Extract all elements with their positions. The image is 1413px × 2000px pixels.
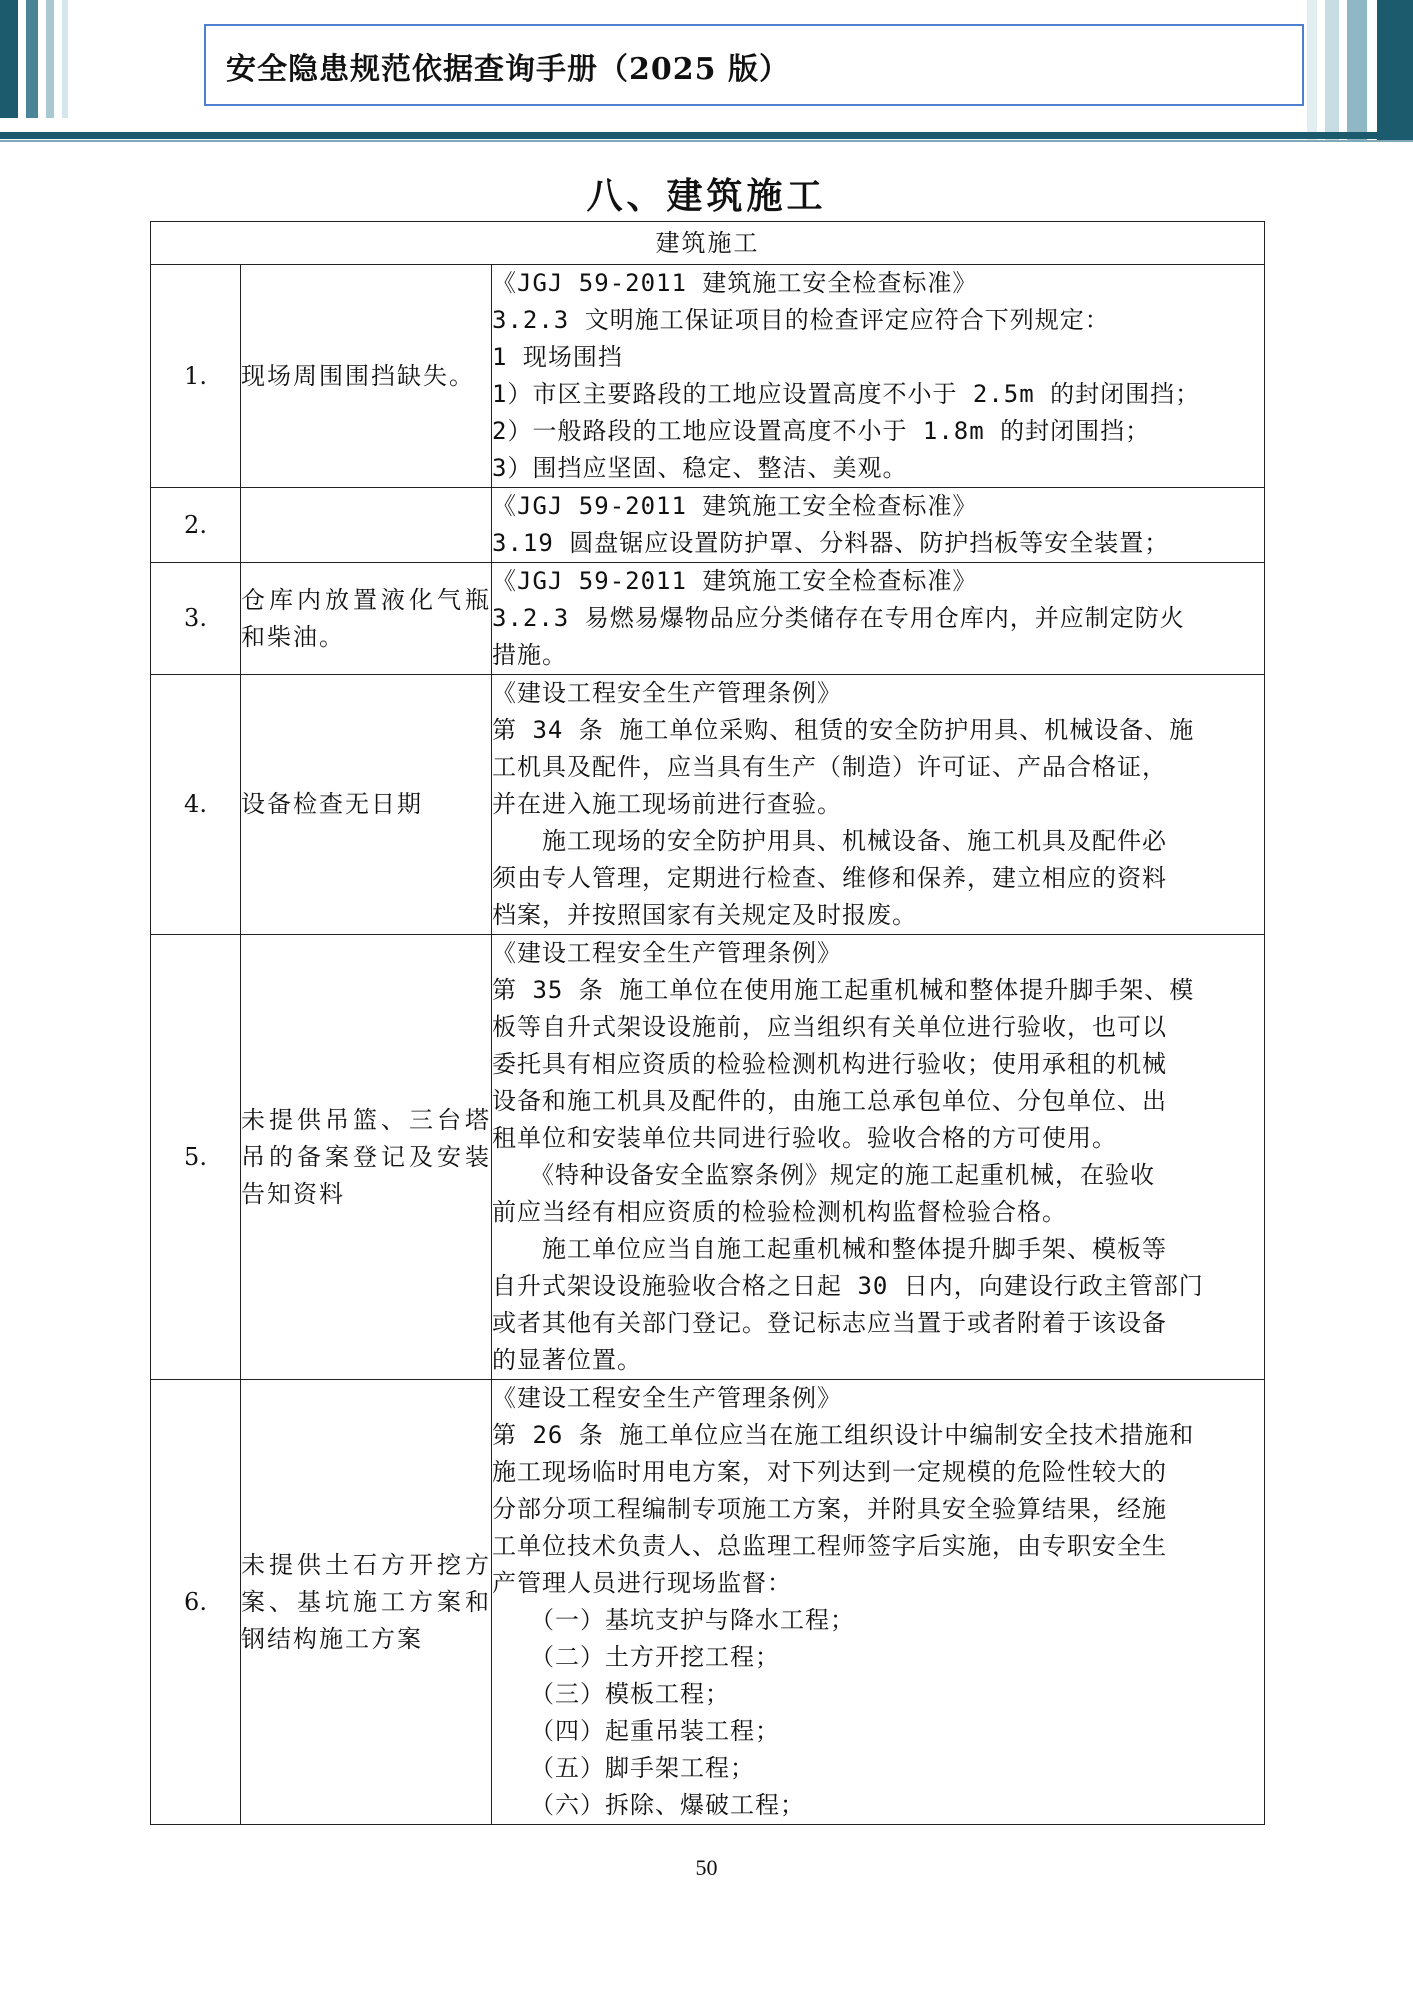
running-header xyxy=(204,24,1304,106)
section-title: 八、建筑施工 xyxy=(586,175,827,217)
header-rule xyxy=(0,132,1413,139)
table-row xyxy=(151,265,1265,488)
issue-description: 未提供土石方开挖方案、基坑施工方案和钢结构施工方案 xyxy=(241,1380,492,1825)
table-body xyxy=(151,265,1265,1825)
header-stripe xyxy=(1377,0,1413,140)
basis-line: 第 34 条 施工单位采购、租赁的安全防护用具、机械设备、施 xyxy=(492,716,1195,744)
basis-line: （三）模板工程； xyxy=(492,1680,730,1708)
row-number: 5. xyxy=(151,935,241,1380)
basis-line: 板等自升式架设设施前，应当组织有关单位进行验收，也可以 xyxy=(492,1013,1167,1041)
issue-description: 现场周围围挡缺失。 xyxy=(241,265,492,488)
basis-line: 并在进入施工现场前进行查验。 xyxy=(492,790,842,818)
basis-line: （一）基坑支护与降水工程； xyxy=(492,1606,855,1634)
basis-line: 1 现场围挡 xyxy=(492,343,623,371)
basis-line: 3.19 圆盘锯应设置防护罩、分料器、防护挡板等安全装置； xyxy=(492,529,1170,557)
basis-line: 产管理人员进行现场监督： xyxy=(492,1569,792,1597)
table-header-row xyxy=(151,222,1265,265)
basis-line: 《JGJ 59-2011 建筑施工安全检查标准》 xyxy=(492,269,978,297)
table-heading: 建筑施工 xyxy=(151,222,1265,265)
regulation-basis xyxy=(492,1380,1265,1825)
basis-line: 施工单位应当自施工起重机械和整体提升脚手架、模板等 xyxy=(492,1235,1167,1263)
regulation-basis xyxy=(492,488,1265,563)
regulation-basis xyxy=(492,563,1265,675)
basis-line: 自升式架设设施验收合格之日起 30 日内，向建设行政主管部门 xyxy=(492,1272,1204,1300)
table-row xyxy=(151,563,1265,675)
basis-line: 《建设工程安全生产管理条例》 xyxy=(492,939,842,967)
header-stripe xyxy=(26,0,38,118)
basis-line: 前应当经有相应资质的检验检测机构监督检验合格。 xyxy=(492,1198,1067,1226)
basis-line: （二）土方开挖工程； xyxy=(492,1643,780,1671)
basis-line: （四）起重吊装工程； xyxy=(492,1717,780,1745)
basis-line: 租单位和安装单位共同进行验收。验收合格的方可使用。 xyxy=(492,1124,1117,1152)
row-number: 1. xyxy=(151,265,241,488)
basis-line: 工机具及配件，应当具有生产（制造）许可证、产品合格证， xyxy=(492,753,1167,781)
header-stripe xyxy=(62,0,68,118)
basis-line: 须由专人管理，定期进行检查、维修和保养，建立相应的资料 xyxy=(492,864,1167,892)
basis-line: 措施。 xyxy=(492,641,567,669)
document-title: 安全隐患规范依据查询手册（2025 版） xyxy=(226,52,790,87)
page-number: 50 xyxy=(695,1855,718,1880)
basis-line: 或者其他有关部门登记。登记标志应当置于或者附着于该设备 xyxy=(492,1309,1167,1337)
header-stripe xyxy=(1325,0,1339,140)
regulation-table xyxy=(150,221,1265,1825)
issue-description: 未提供吊篮、三台塔吊的备案登记及安装告知资料 xyxy=(241,935,492,1380)
basis-line: 施工现场临时用电方案，对下列达到一定规模的危险性较大的 xyxy=(492,1458,1167,1486)
basis-line: 《JGJ 59-2011 建筑施工安全检查标准》 xyxy=(492,567,978,595)
header-stripe xyxy=(46,0,54,118)
issue-description xyxy=(241,488,492,563)
row-number: 4. xyxy=(151,675,241,935)
basis-line: 工单位技术负责人、总监理工程师签字后实施，由专职安全生 xyxy=(492,1532,1167,1560)
header-stripe xyxy=(1307,0,1317,140)
basis-line: 《JGJ 59-2011 建筑施工安全检查标准》 xyxy=(492,492,978,520)
basis-line: 2）一般路段的工地应设置高度不小于 1.8m 的封闭围挡； xyxy=(492,417,1151,445)
row-number: 6. xyxy=(151,1380,241,1825)
table-row xyxy=(151,935,1265,1380)
issue-description: 仓库内放置液化气瓶和柴油。 xyxy=(241,563,492,675)
basis-line: 分部分项工程编制专项施工方案，并附具安全验算结果，经施 xyxy=(492,1495,1167,1523)
basis-line: 《特种设备安全监察条例》规定的施工起重机械，在验收 xyxy=(492,1161,1155,1189)
issue-description: 设备检查无日期 xyxy=(241,675,492,935)
basis-line: 设备和施工机具及配件的，由施工总承包单位、分包单位、出 xyxy=(492,1087,1167,1115)
row-number: 3. xyxy=(151,563,241,675)
header-stripe xyxy=(0,0,18,118)
basis-line: 第 35 条 施工单位在使用施工起重机械和整体提升脚手架、模 xyxy=(492,976,1195,1004)
basis-line: 3）围挡应坚固、稳定、整洁、美观。 xyxy=(492,454,908,482)
header-rule-thin xyxy=(0,140,1413,142)
basis-line: 3.2.3 文明施工保证项目的检查评定应符合下列规定： xyxy=(492,306,1110,334)
basis-line: 1）市区主要路段的工地应设置高度不小于 2.5m 的封闭围挡； xyxy=(492,380,1201,408)
regulation-basis xyxy=(492,265,1265,488)
regulation-basis xyxy=(492,935,1265,1380)
basis-line: 的显著位置。 xyxy=(492,1346,642,1374)
basis-line: 《建设工程安全生产管理条例》 xyxy=(492,679,842,707)
basis-line: 施工现场的安全防护用具、机械设备、施工机具及配件必 xyxy=(492,827,1167,855)
basis-line: 第 26 条 施工单位应当在施工组织设计中编制安全技术措施和 xyxy=(492,1421,1195,1449)
basis-line: 档案，并按照国家有关规定及时报废。 xyxy=(492,901,917,929)
table-row xyxy=(151,1380,1265,1825)
table-row xyxy=(151,675,1265,935)
basis-line: 《建设工程安全生产管理条例》 xyxy=(492,1384,842,1412)
row-number: 2. xyxy=(151,488,241,563)
basis-line: 3.2.3 易燃易爆物品应分类储存在专用仓库内，并应制定防火 xyxy=(492,604,1185,632)
basis-line: 委托具有相应资质的检验检测机构进行验收；使用承租的机械 xyxy=(492,1050,1167,1078)
basis-line: （五）脚手架工程； xyxy=(492,1754,755,1782)
regulation-basis xyxy=(492,675,1265,935)
header-stripe xyxy=(1347,0,1367,140)
table-row xyxy=(151,488,1265,563)
basis-line: （六）拆除、爆破工程； xyxy=(492,1791,805,1819)
